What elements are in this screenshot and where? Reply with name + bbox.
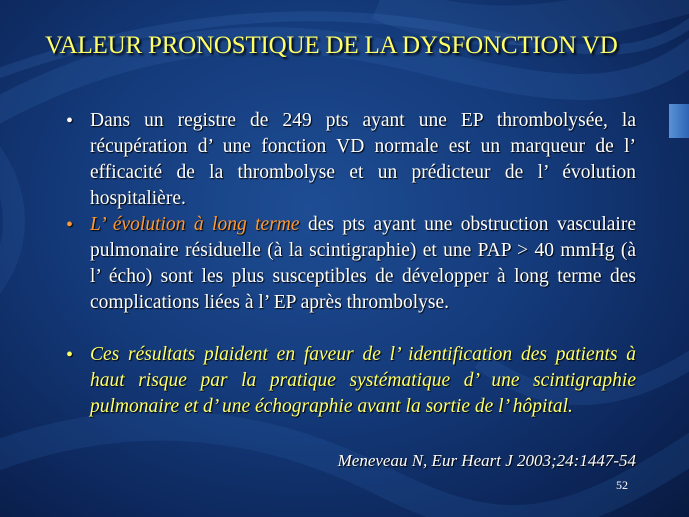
page-number: 52 — [616, 478, 628, 492]
bullet-3-marker: • — [66, 344, 74, 366]
bullet-3-text — [90, 342, 636, 420]
bullet-2-text — [90, 212, 636, 316]
bullet-2-marker: • — [66, 214, 74, 236]
bullet-2-body: des pts ayant une obstruction vasculaire pulmonaire résiduelle (à la scintigraphie) et une PAP > 40 mmHg (à l’ écho) sont les plus susceptibles de développer à long terme des complications liées à l’ EP après thrombolyse. — [90, 214, 636, 313]
bullet-1-text — [90, 108, 636, 212]
bullet-1-body: Dans un registre de 249 pts ayant une EP thrombolysée, la récupération d’ une fonction VD normale est un marqueur de l’ efficacité de la thrombolyse et un prédicteur de l’ évolution hospitalière. — [90, 110, 636, 209]
bullet-2-lead: L’ évolution à long terme — [90, 214, 300, 235]
accent-bar — [669, 104, 689, 138]
bullet-1-marker: • — [66, 110, 74, 132]
slide-title: VALEUR PRONOSTIQUE DE LA DYSFONCTION VD — [45, 32, 618, 59]
citation: Meneveau N, Eur Heart J 2003;24:1447-54 — [337, 451, 636, 470]
bullet-3-body: Ces résultats plaident en faveur de l’ identification des patients à haut risque par la pratique systématique d’ une scintigraphie pulmonaire et d’ une échographie avant la sortie de l’ hôpital. — [90, 344, 636, 417]
